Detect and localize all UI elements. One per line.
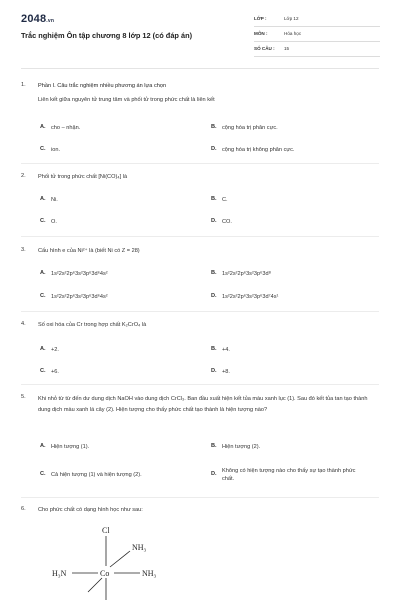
option-text: Hiện tượng (2). [222,444,261,450]
meta-row-class [254,14,380,27]
question-divider [21,163,379,164]
question-number: 3. [21,247,26,253]
question-1 [21,82,381,162]
question-divider [21,497,379,498]
meta-label: LỚP : [254,16,267,21]
option-letter: D. [211,146,217,152]
meta-label: MÔN : [254,31,268,36]
bond-lower-left [88,578,102,592]
option-letter: C. [40,146,46,152]
question-4 [21,321,381,381]
meta-value: Lớp 12 [284,16,299,21]
question-divider [21,384,379,385]
option-text: cộng hóa trị không phân cực. [222,147,295,153]
option-letter: B. [211,346,217,352]
option-text: 1s²2s²2p⁶3s²3p⁶3d⁶4s² [51,294,108,300]
option-letter: A. [40,443,46,449]
option-text: +2. [51,347,59,353]
option-letter: C. [40,471,46,477]
question-number: 1. [21,82,26,88]
option-letter: B. [211,196,217,202]
question-2 [21,173,381,233]
question-5 [21,394,381,494]
ligand-left: H₃N [52,569,67,578]
question-number: 6. [21,506,26,512]
option-letter: C. [40,368,46,374]
complex-structure-figure [50,520,190,600]
option-letter: A. [40,124,46,130]
central-atom: Co [100,569,110,578]
option-letter: B. [211,270,217,276]
meta-row-count [254,44,380,57]
option-letter: A. [40,270,46,276]
option-letter: D. [211,368,217,374]
option-text: 1s²2s²2p⁶3s²3p⁶3d⁶4s² [51,271,108,277]
question-number: 5. [21,394,26,400]
option-text: Hiện tượng (1). [51,444,90,450]
bond-upper-right [110,551,130,567]
meta-row-subject [254,29,380,42]
option-letter: C. [40,293,46,299]
logo-sub: .vn [46,18,55,24]
option-letter: C. [40,218,46,224]
option-letter: A. [40,196,46,202]
logo-main: 2048 [21,13,47,25]
question-text: Số oxi hóa của Cr trong hợp chất K₂CrO₄ là [38,322,147,328]
meta-label: SỐ CÂU : [254,46,275,51]
ligand-upper-right: NH₃ [132,543,147,552]
option-text: +6. [51,369,59,375]
option-letter: B. [211,124,217,130]
option-letter: D. [211,218,217,224]
question-divider [21,311,379,312]
question-number: 4. [21,321,26,327]
option-text: Ni. [51,197,58,203]
option-text: ion. [51,147,61,153]
option-text: +8. [222,369,230,375]
option-text: C. [222,197,228,203]
question-divider [21,236,379,237]
option-letter: D. [211,471,217,477]
option-text: +4. [222,347,230,353]
question-text: Liên kết giữa nguyên tử trung tâm và phối tử trong phức chất là liên kết [38,97,215,103]
option-letter: D. [211,293,217,299]
option-text: Không có hiện tượng nào cho thấy sự tạo thành phức chất. [222,468,356,482]
option-letter: A. [40,346,46,352]
option-text: 1s²2s²2p⁶3s²3p⁶3d⁷4s¹ [222,294,279,300]
option-letter: B. [211,443,217,449]
question-number: 2. [21,173,26,179]
question-3 [21,247,381,307]
question-body [38,82,368,105]
question-text: Phối tử trong phức chất [Ni(CO)₄] là [38,174,128,180]
section-title: Phần I. Câu trắc nghiệm nhiều phương án lựa chọn [38,83,167,89]
option-text: 1s²2s²2p⁶3s²3p⁶3d⁸ [222,271,271,277]
ligand-right: NH₃ [142,569,157,578]
meta-value: Hóa học [284,31,302,36]
question-text: Cấu hình e của Ni²⁺ là (biết Ni có Z = 28) [38,248,140,254]
option-text: Cả hiện tượng (1) và hiện tượng (2). [51,472,142,478]
question-text: Khi nhỏ từ từ đến dư dung dịch NaOH vào dung dịch CrCl₃. Ban đầu xuất hiện kết tủa màu xanh lục (1). Sau đó kết tủa tan tạo thành dung dịch màu xanh lá cây (2). Hiện tượng cho thấy phức chất tạo thành là hiện tượng nào? [38,396,368,413]
option-text: cộng hóa trị phân cực. [222,125,278,131]
option-text: cho – nhận. [51,125,81,131]
meta-value: 15 [284,46,290,51]
ligand-top: Cl [102,526,110,535]
question-text: Cho phức chất có dạng hình học như sau: [38,507,143,513]
option-text: CO. [222,219,232,225]
header-divider [21,68,379,69]
document-title: Trắc nghiệm Ôn tập chương 8 lớp 12 (có đáp án) [21,31,193,40]
option-text: O. [51,219,57,225]
site-logo[interactable] [21,13,54,25]
